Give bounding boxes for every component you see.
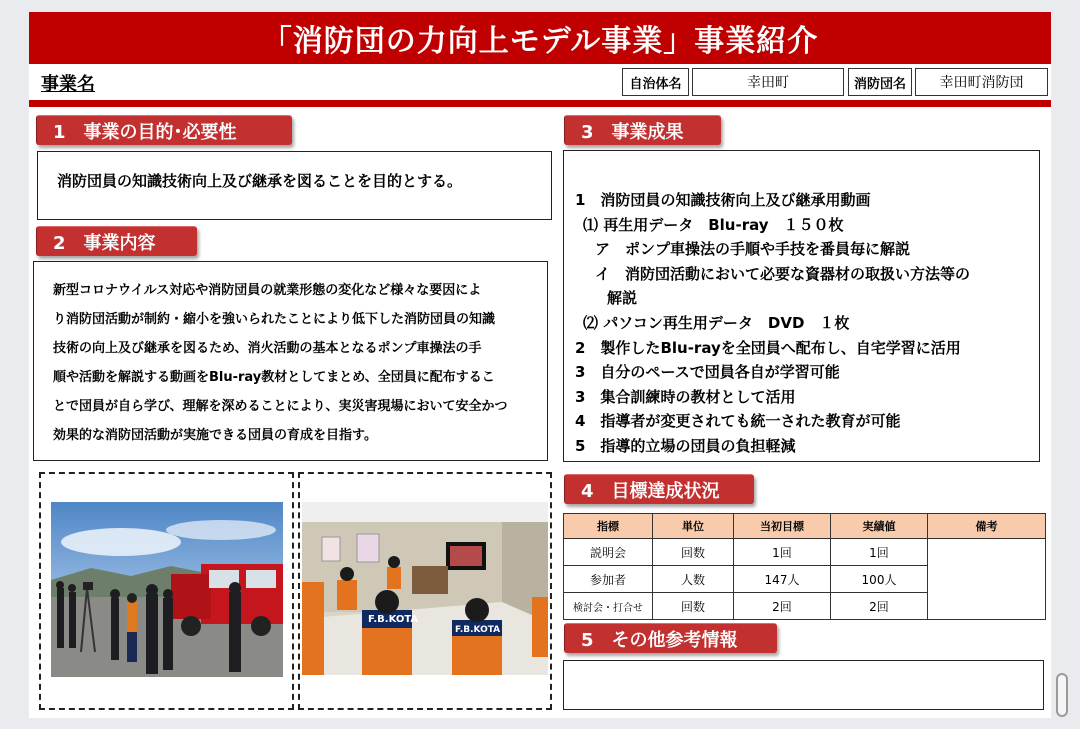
training-outdoor-photo — [51, 502, 283, 677]
result-item: 5 指導的立場の団員の負担軽減 — [575, 436, 796, 455]
column-header: 指標 — [564, 514, 653, 539]
column-header: 当初目標 — [734, 514, 831, 539]
municipality-value: 幸田町 — [692, 68, 844, 96]
section-2-text — [53, 276, 543, 450]
table-cell: 回数 — [653, 539, 734, 566]
table-cell: 1回 — [734, 539, 831, 566]
content-line: 順や活動を解説する動画をBlu-ray教材としてまとめ、全団員に配布するこ — [53, 370, 495, 385]
result-item: 1 消防団員の知識技術向上及び継承用動画 — [575, 191, 871, 209]
section-1-text: 消防団員の知識技術向上及び継承を図ることを目的とする。 — [57, 172, 463, 190]
content-line: 新型コロナウイルス対応や消防団員の就業形態の変化など様々な要因によ — [53, 283, 482, 298]
result-item: ⑴ 再生用データ Blu-ray １５０枚 — [583, 215, 844, 234]
scrollbar-thumb[interactable] — [1056, 673, 1068, 717]
section-5-heading: 5 その他参考情報 — [564, 623, 777, 653]
table-cell: 2回 — [734, 593, 831, 620]
fire-corps-label: 消防団名 — [848, 68, 912, 96]
uniform-text: F.B.KOTA — [455, 625, 501, 635]
result-item: ア ポンプ車操法の手順や手技を番員毎に解説 — [595, 240, 911, 259]
table-header-row — [564, 514, 1046, 539]
uniform-text: F.B.KOTA — [368, 614, 419, 625]
result-item: 4 指導者が変更されても統一された教育が可能 — [575, 412, 901, 431]
project-name-label: 事業名 — [41, 74, 95, 95]
table-cell: 147人 — [734, 566, 831, 593]
table-cell: 検討会・打合せ — [564, 593, 653, 620]
section-4-heading: 4 目標達成状況 — [564, 474, 754, 504]
content-line: 効果的な消防団活動が実施できる団員の育成を目指す。 — [53, 428, 377, 443]
result-item: ⑵ パソコン再生用データ DVD １枚 — [583, 313, 850, 332]
table-cell: 100人 — [831, 566, 928, 593]
column-header: 備考 — [928, 514, 1046, 539]
table-row — [564, 539, 1046, 566]
header-divider — [29, 100, 1051, 107]
table-cell: 説明会 — [564, 539, 653, 566]
municipality-label: 自治体名 — [622, 68, 689, 96]
page-title: 「消防団の力向上モデル事業」事業紹介 — [29, 12, 1051, 64]
section-1-heading: 1 事業の目的･必要性 — [36, 115, 292, 145]
column-header: 単位 — [653, 514, 734, 539]
table-cell: 1回 — [831, 539, 928, 566]
section-2-heading: 2 事業内容 — [36, 226, 197, 256]
result-item: 2 製作したBlu-rayを全団員へ配布し、自宅学習に活用 — [575, 338, 961, 357]
table-cell: 参加者 — [564, 566, 653, 593]
content-line: 技術の向上及び継承を図るため、消火活動の基本となるポンプ車操法の手 — [53, 341, 482, 356]
result-item: 3 自分のペースで団員各自が学習可能 — [575, 363, 840, 382]
table-cell: 2回 — [831, 593, 928, 620]
table-cell: 回数 — [653, 593, 734, 620]
result-item: 解説 — [607, 289, 638, 308]
table-cell: 人数 — [653, 566, 734, 593]
column-header: 実績値 — [831, 514, 928, 539]
section-5-box — [563, 660, 1044, 710]
goal-table — [563, 513, 1046, 620]
result-item: イ 消防団活動において必要な資器材の取扱い方法等の — [595, 264, 971, 283]
result-item: 3 集合訓練時の教材として活用 — [575, 387, 796, 406]
section-3-heading: 3 事業成果 — [564, 115, 721, 145]
slide — [29, 12, 1051, 718]
remarks-cell — [928, 539, 1046, 620]
section-3-list — [575, 188, 1045, 459]
content-line: とで団員が自ら学び、理解を深めることにより、実災害現場において安全かつ — [53, 399, 508, 414]
fire-corps-value: 幸田町消防団 — [915, 68, 1048, 96]
training-indoor-photo — [302, 502, 548, 675]
content-line: り消防団活動が制約・縮小を強いられたことにより低下した消防団員の知識 — [53, 312, 496, 327]
